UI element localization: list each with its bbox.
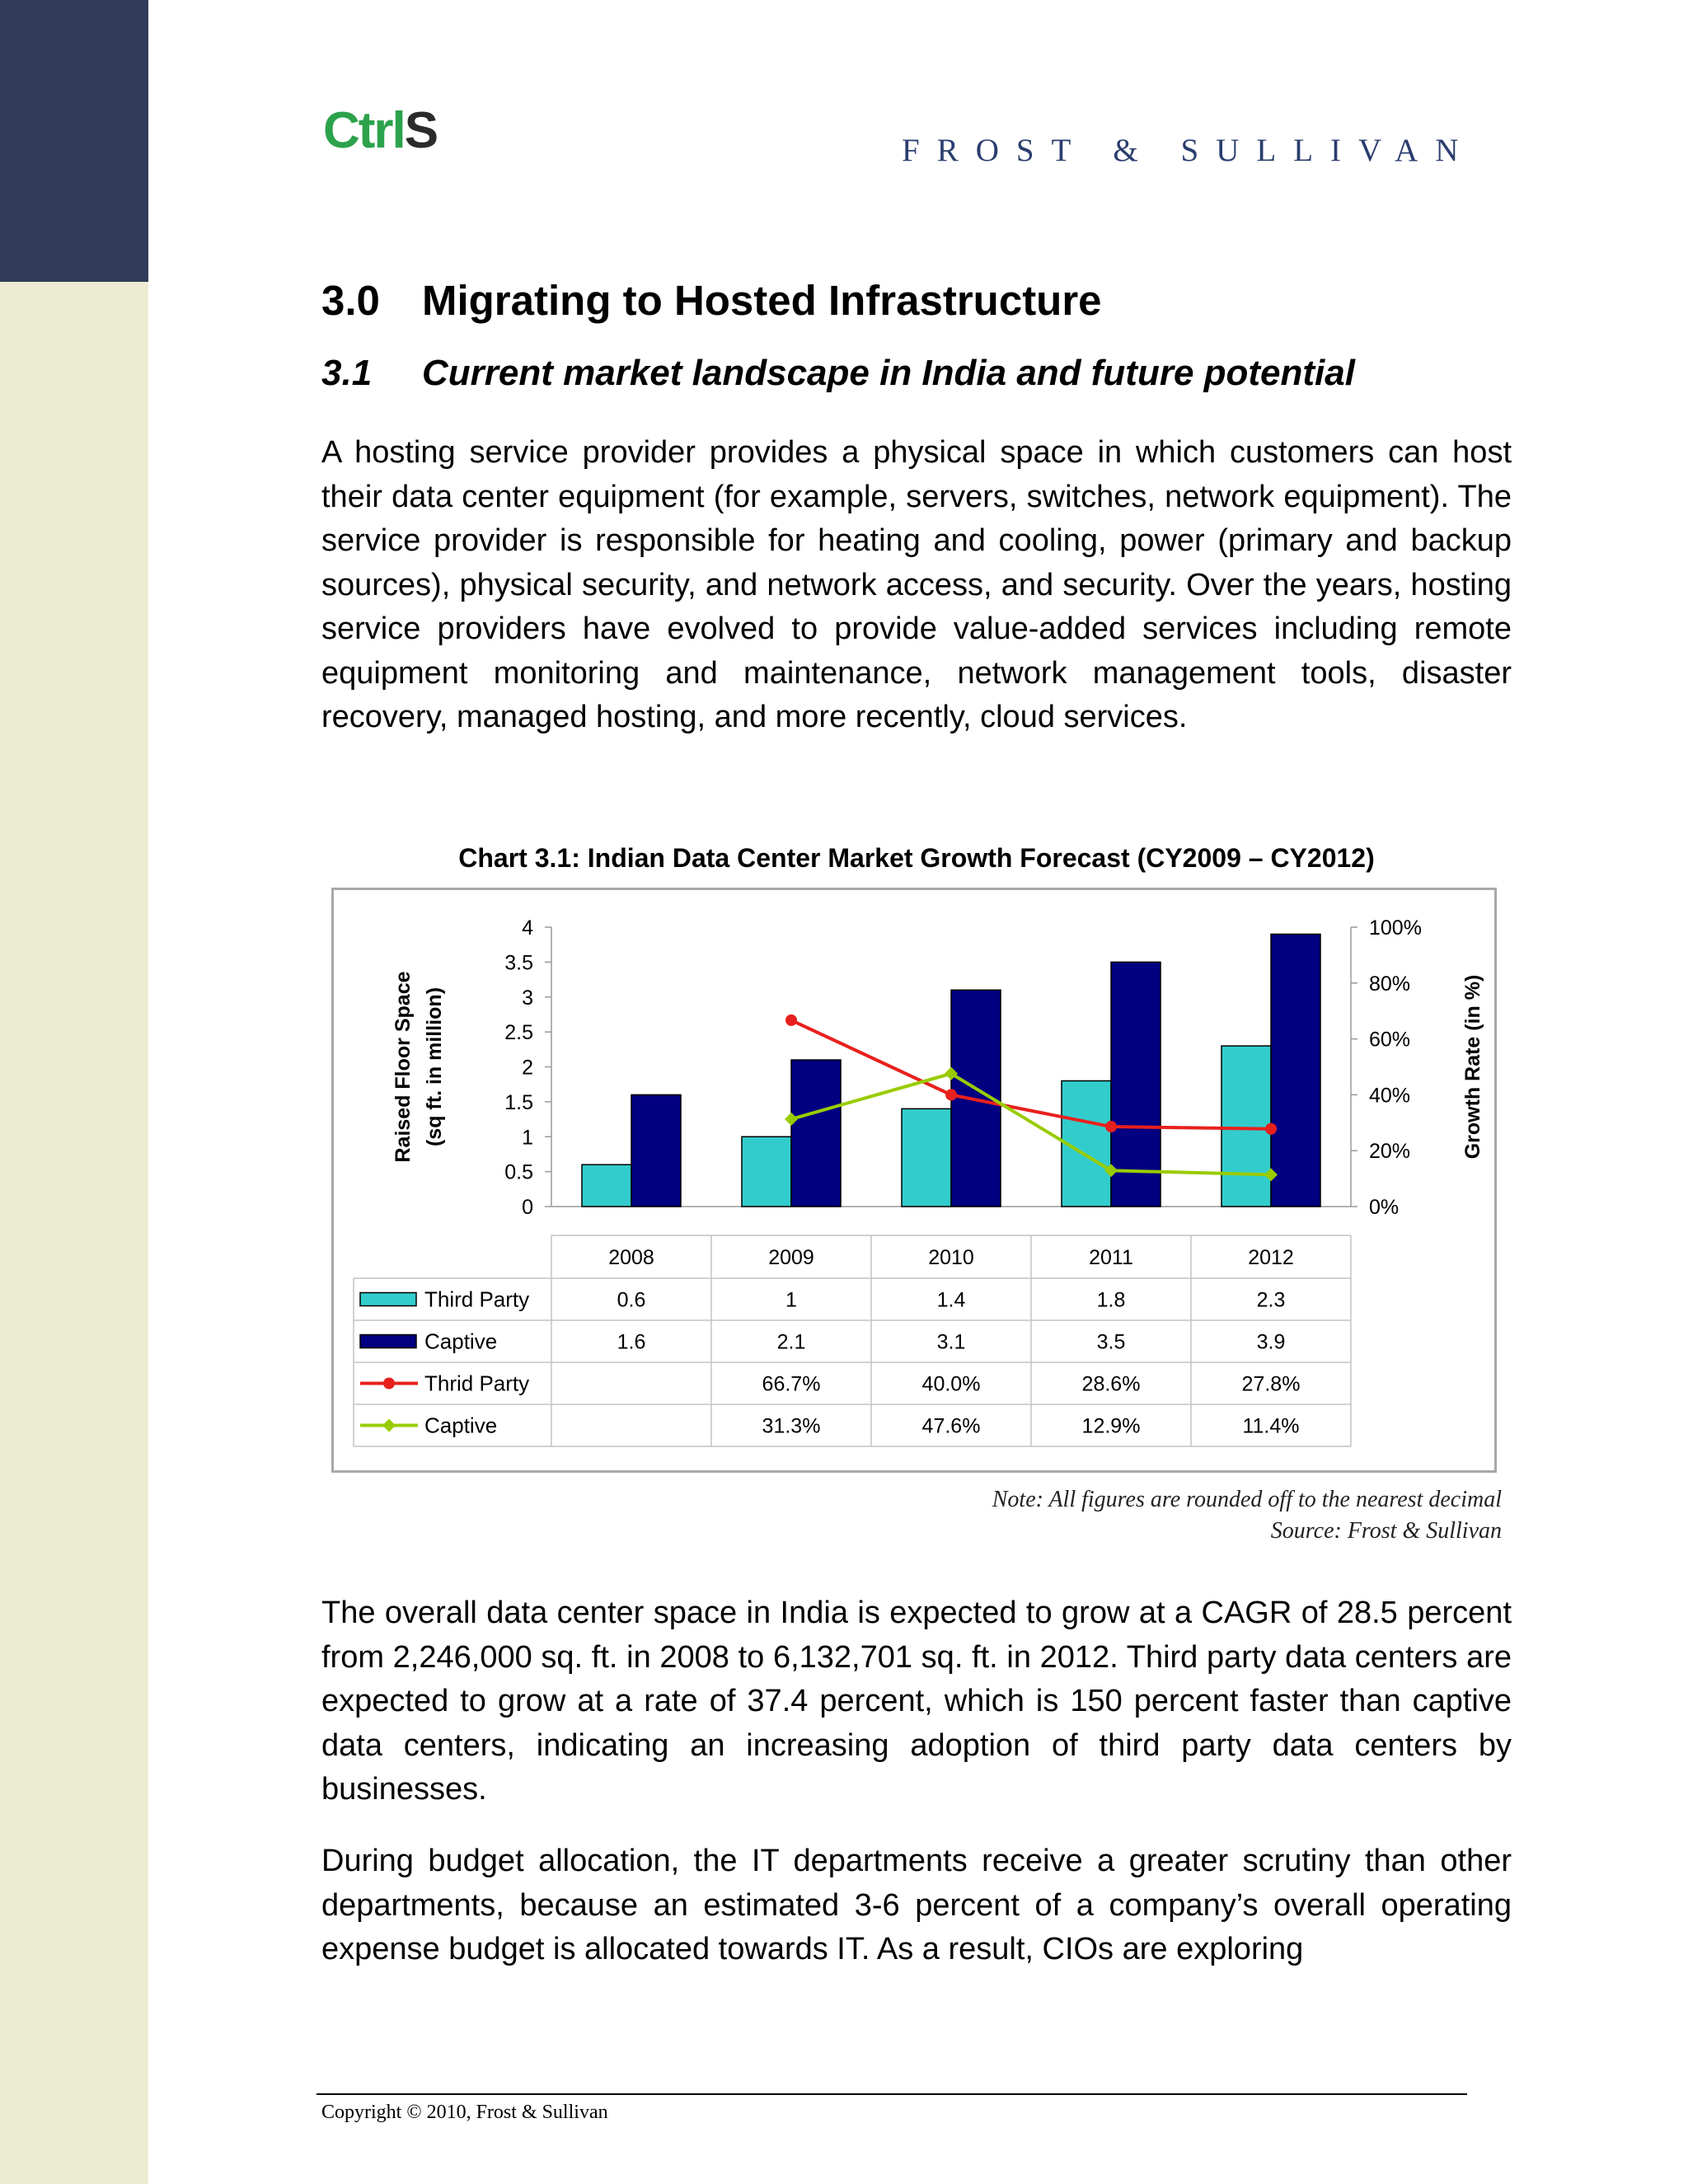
chart-note (992, 1484, 1502, 1547)
right-tick-label: 80% (1369, 972, 1411, 996)
category-label: 2012 (1248, 1246, 1294, 1269)
bar-third-party (1221, 1046, 1271, 1207)
data-label-captive: 3.1 (936, 1330, 966, 1354)
legend-marker-captive (382, 1419, 396, 1432)
left-tick-label: 3 (522, 986, 533, 1010)
right-tick-label: 100% (1369, 916, 1422, 940)
side-band (0, 0, 148, 2184)
section-number: 3.0 (321, 277, 380, 324)
category-label: 2010 (928, 1246, 974, 1269)
data-label-captive: 47.6% (921, 1414, 981, 1438)
data-label-third-party: 1 (785, 1288, 797, 1312)
data-label-thrid-party: 66.7% (762, 1372, 821, 1396)
data-label-thrid-party: 27.8% (1241, 1372, 1301, 1396)
line-thrid-party (791, 1020, 1271, 1129)
bar-third-party (742, 1137, 791, 1207)
right-axis-title: Growth Rate (in %) (1461, 974, 1484, 1160)
note-source: Source: Frost & Sullivan (1270, 1518, 1502, 1544)
data-label-captive: 2.1 (776, 1330, 806, 1354)
data-label-captive: 3.5 (1096, 1330, 1126, 1354)
legend-label-captive: Captive (424, 1329, 498, 1354)
bar-captive (631, 1094, 681, 1207)
data-label-captive: 12.9% (1081, 1414, 1141, 1438)
chart-svg (334, 890, 1494, 1470)
legend-label-thrid-party: Thrid Party (424, 1371, 530, 1396)
marker-thrid-party (1105, 1121, 1117, 1132)
intro-paragraph: A hosting service provider provides a physical space in which customers can host their data center equipment (for example, servers, switches, network equipment). The service provider is responsible for heating and cooling, power (primary and backup sources), physical security, and network access, and security. Over the years, hosting service providers have evolved to provide value-added services including remote equipment monitoring and maintenance, network management tools, disaster recovery, managed hosting, and more recently, cloud services. (321, 435, 1512, 734)
growth-paragraph: The overall data center space in India is expected to grow at a CAGR of 28.5 percent from 2,246,000 sq. ft. in 2008 to 6,132,701 sq. ft. in 2012. Third party data centers are expected to grow at a rate of 37.4 percent, which is 150 percent faster than captive data centers, indicating an increasing adoption of third party data centers by businesses. (321, 1596, 1512, 1807)
left-tick-label: 0 (522, 1196, 533, 1219)
right-tick-label: 60% (1369, 1028, 1411, 1052)
legend-swatch-third-party (360, 1293, 416, 1306)
left-axis-title-line2: (sq ft. in million) (423, 987, 446, 1147)
subsection-number: 3.1 (321, 353, 373, 393)
legend-label-captive: Captive (424, 1413, 498, 1438)
section-heading (321, 276, 1102, 325)
category-label: 2011 (1089, 1246, 1133, 1269)
data-label-thrid-party: 40.0% (921, 1372, 981, 1396)
data-label-third-party: 1.8 (1096, 1288, 1126, 1312)
bar-third-party (582, 1165, 631, 1207)
frost-sullivan-logo: FROST & SULLIVAN (902, 133, 1476, 168)
data-label-captive: 3.9 (1256, 1330, 1286, 1354)
legend-marker-thrid-party (383, 1378, 395, 1390)
marker-thrid-party (1265, 1123, 1277, 1135)
left-tick-label: 1 (522, 1126, 533, 1150)
right-tick-label: 20% (1369, 1140, 1411, 1164)
left-tick-label: 4 (522, 916, 533, 940)
data-label-thrid-party: 28.6% (1081, 1372, 1141, 1396)
legend-label-third-party: Third Party (424, 1286, 530, 1312)
category-label: 2009 (768, 1246, 814, 1269)
marker-thrid-party (945, 1089, 957, 1100)
data-label-captive: 11.4% (1242, 1414, 1300, 1438)
left-tick-label: 0.5 (504, 1160, 533, 1184)
bar-captive (791, 1060, 841, 1207)
marker-thrid-party (785, 1015, 797, 1026)
bar-third-party (902, 1108, 951, 1207)
category-label: 2008 (608, 1246, 654, 1269)
section-title: Migrating to Hosted Infrastructure (422, 277, 1102, 324)
bar-captive (1271, 934, 1320, 1207)
subsection-title: Current market landscape in India and future potential (422, 353, 1355, 393)
right-tick-label: 0% (1369, 1196, 1400, 1219)
left-tick-label: 1.5 (504, 1090, 533, 1114)
ctrls-logo: CtrlS (323, 102, 438, 159)
data-label-third-party: 2.3 (1256, 1288, 1286, 1312)
right-tick-label: 40% (1369, 1084, 1411, 1108)
left-tick-label: 2 (522, 1056, 533, 1080)
legend-swatch-captive (360, 1335, 416, 1348)
budget-paragraph: During budget allocation, the IT departments receive a greater scrutiny than other departments, because an estimated 3-6 percent of a company’s overall operating expense budget is allocated towards IT. As a result, CIOs are exploring (321, 1844, 1512, 1966)
line-captive (791, 1074, 1271, 1175)
data-label-captive: 1.6 (617, 1330, 646, 1354)
left-axis-title-line1: Raised Floor Space (392, 971, 415, 1163)
data-label-third-party: 1.4 (936, 1288, 966, 1312)
chart-title: Chart 3.1: Indian Data Center Market Growth Forecast (CY2009 – CY2012) (458, 843, 1375, 873)
footer-copyright: Copyright © 2010, Frost & Sullivan (321, 2102, 608, 2123)
footer-rule (316, 2093, 1467, 2095)
note-rounding: Note: All figures are rounded off to the nearest decimal (992, 1487, 1502, 1512)
left-tick-label: 2.5 (504, 1021, 533, 1045)
left-tick-label: 3.5 (504, 951, 533, 975)
subsection-heading (321, 353, 1355, 394)
data-label-third-party: 0.6 (617, 1288, 646, 1312)
chart-frame (331, 888, 1497, 1473)
side-accent-block (0, 0, 148, 282)
data-label-captive: 31.3% (762, 1414, 821, 1438)
